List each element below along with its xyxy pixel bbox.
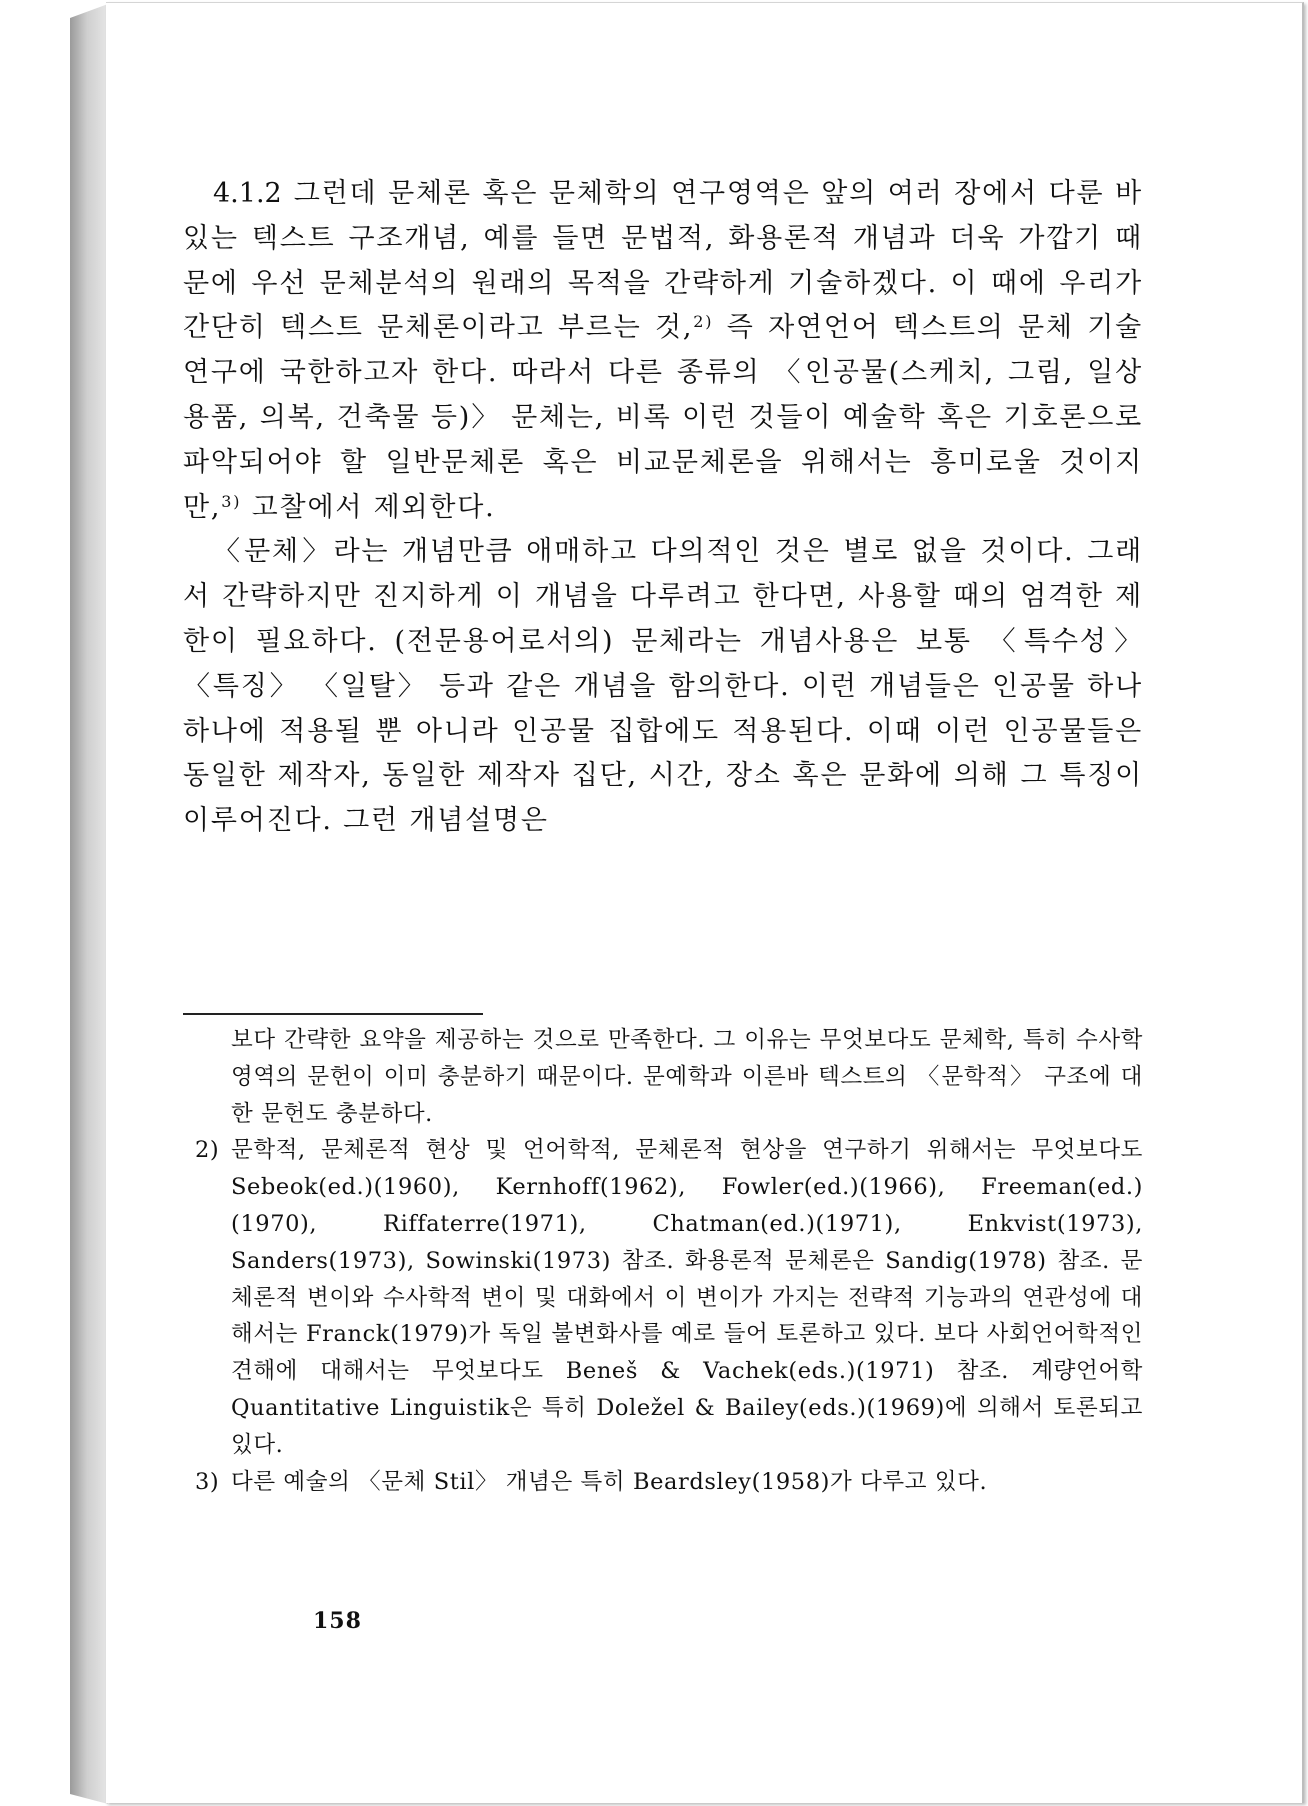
footnote-ref-2: 2)	[693, 312, 714, 332]
footnote-text: 문학적, 문체론적 현상 및 언어학적, 문체론적 현상을 연구하기 위해서는 무엇보다도 Sebeok(ed.)(1960), Kernhoff(1962), Fowler(ed.)(1966), Freeman(ed.)(1970), Riffaterre(1971), Chatman(ed.)(1971), Enkvist(1973), Sanders(1973), Sowinski(1973) 참조. 화용론적 문체론은 Sandig(1978) 참조. 문체론적 변이와 수사학적 변이 및 대화에서 이 변이가 가지는 전략적 기능과의 연관성에 대해서는 Franck(1979)가 독일 불변화사를 예로 들어 토론하고 있다. 보다 사회언어학적인 견해에 대해서는 무엇보다도 Beneš & Vachek(eds.)(1971) 참조. 계량언어학 Quantitative Linguistik은 특히 Doležel & Bailey(eds.)(1969)에 의해서 토론되고 있다.	[231, 1137, 1143, 1458]
footnote-2	[183, 1132, 1143, 1463]
footnote-3	[183, 1464, 1143, 1501]
page-number: 158	[313, 1608, 362, 1634]
footnote-number: 3)	[195, 1468, 220, 1495]
footnote-separator	[183, 1013, 483, 1015]
footnote-number: 2)	[195, 1137, 220, 1164]
footnote-text: 다른 예술의 〈문체 Stil〉 개념은 특히 Beardsley(1958)가 다루고 있다.	[231, 1468, 988, 1495]
footnote-continuation: 보다 간략한 요약을 제공하는 것으로 만족한다. 그 이유는 무엇보다도 문체학, 특히 수사학 영역의 문헌이 이미 충분하기 때문이다. 문예학과 이른바 텍스트의 〈문학적〉 구조에 대한 문헌도 충분하다.	[231, 1027, 1143, 1127]
paragraph-2: 〈문체〉라는 개념만큼 애매하고 다의적인 것은 별로 없을 것이다. 그래서 간략하지만 진지하게 이 개념을 다루려고 한다면, 사용할 때의 엄격한 제한이 필요하다. (전문용어로서의) 문체라는 개념사용은 보통 〈특수성〉 〈특징〉 〈일탈〉 등과 같은 개념을 함의한다. 이런 개념들은 인공물 하나하나에 적용될 뿐 아니라 인공물 집합에도 적용된다. 이때 이런 인공물들은 동일한 제작자, 동일한 제작자 집단, 시간, 장소 혹은 문화에 의해 그 특징이 이루어진다. 그런 개념설명은	[183, 536, 1143, 837]
paragraph-section-4-1-2	[183, 172, 1143, 530]
footnote-ref-3: 3)	[221, 491, 242, 511]
footnote-list	[183, 1132, 1143, 1500]
book-spine	[70, 4, 108, 1804]
paragraph-1-text-b: 즉 자연언어 텍스트의 문체 기술연구에 국한하고자 한다. 따라서 다른 종류의 〈인공물(스케치, 그림, 일상용품, 의복, 건축물 등)〉 문체는, 비록 이런 것들이 예술학 혹은 기호론으로 파악되어야 할 일반문체론 혹은 비교문체론을 위해서는 흥미로울 것이지만,	[183, 312, 1143, 523]
body-text	[183, 172, 1143, 844]
section-number: 4.1.2	[213, 178, 282, 209]
footnotes	[183, 1022, 1143, 1500]
paragraph-1-text-a: 그런데 문체론 혹은 문체학의 연구영역은 앞의 여러 장에서 다룬 바 있는 텍스트 구조개념, 예를 들면 문법적, 화용론적 개념과 더욱 가깝기 때문에 우선 문체분석의 원래의 목적을 간략하게 기술하겠다. 이 때에 우리가 간단히 텍스트 문체론이라고 부르는 것,	[183, 178, 1143, 344]
paragraph-1-text-c: 고찰에서 제외한다.	[241, 491, 496, 523]
